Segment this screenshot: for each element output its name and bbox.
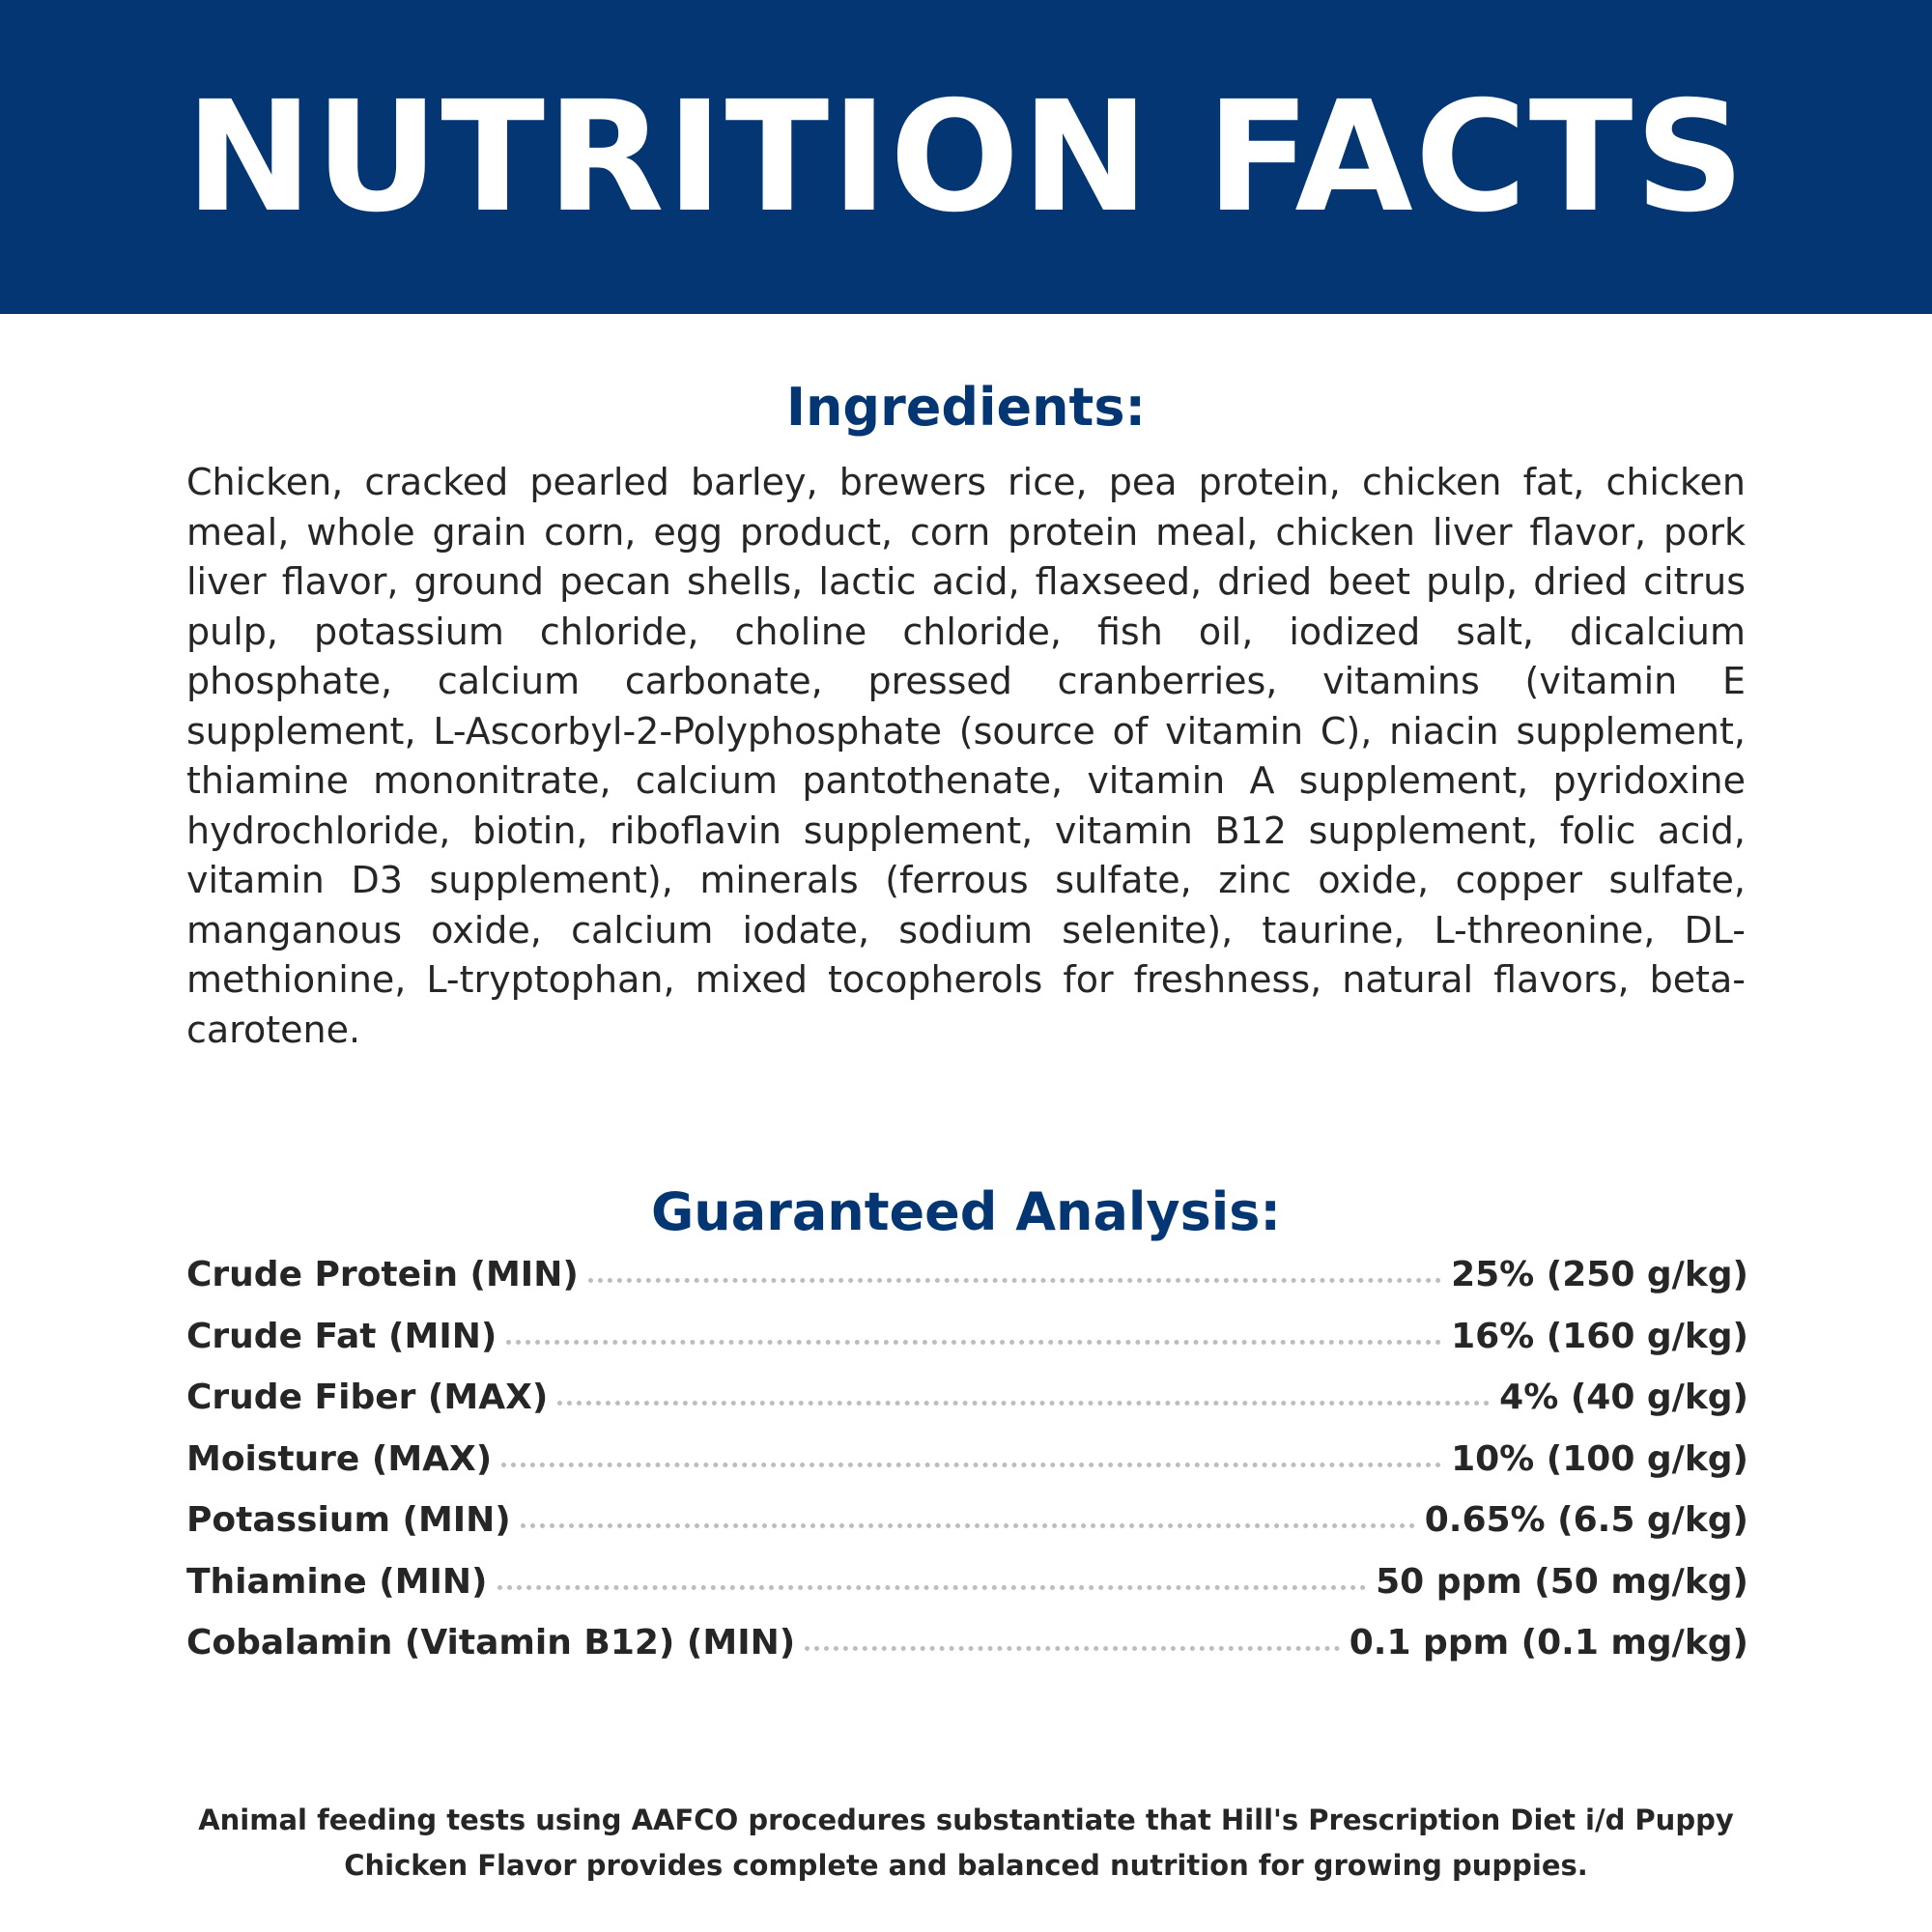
analysis-value: 25% (250 g/kg) xyxy=(1451,1255,1748,1294)
analysis-value: 10% (100 g/kg) xyxy=(1451,1438,1748,1479)
dot-leader xyxy=(497,1585,1367,1590)
guaranteed-analysis-list xyxy=(186,1255,1748,1685)
dot-leader xyxy=(588,1278,1441,1283)
analysis-label: Cobalamin (Vitamin B12) (MIN) xyxy=(186,1623,796,1662)
page-title: NUTRITION FACTS xyxy=(185,68,1747,246)
guaranteed-analysis-heading: Guaranteed Analysis: xyxy=(650,1181,1281,1242)
analysis-value: 16% (160 g/kg) xyxy=(1451,1316,1748,1356)
analysis-label: Crude Protein (MIN) xyxy=(186,1255,579,1294)
ingredients-heading: Ingredients: xyxy=(785,377,1147,438)
analysis-value: 0.65% (6.5 g/kg) xyxy=(1424,1500,1748,1540)
analysis-value: 50 ppm (50 mg/kg) xyxy=(1376,1561,1748,1602)
header-banner xyxy=(0,0,1932,314)
dot-leader xyxy=(521,1523,1415,1528)
analysis-label: Potassium (MIN) xyxy=(186,1500,511,1540)
analysis-label: Crude Fat (MIN) xyxy=(186,1316,497,1356)
aafco-statement xyxy=(145,1798,1787,1889)
dot-leader xyxy=(557,1401,1490,1406)
analysis-value: 4% (40 g/kg) xyxy=(1499,1378,1748,1417)
analysis-row-potassium xyxy=(186,1500,1748,1562)
ingredients-text: Chicken, cracked pearled barley, brewers rice, pea protein, chicken fat, chicken meal, whole grain corn, egg product, corn protein meal, chicken liver flavor, pork liver flavor, ground pecan shells, lactic acid, flaxseed, dried beet pulp, dried citrus pulp, potassium chloride, choline chloride, fish oil, iodized salt, dicalcium phosphate, calcium carbonate, pressed cranberries, vitamins (vitamin E supplement, L-Ascorbyl-2-Polyphosphate (source of vitamin C), niacin supplement, thiamine mononitrate, calcium pantothenate, vitamin A supplement, pyridoxine hydrochloride, biotin, riboflavin supplement, vitamin B12 supplement, folic acid, vitamin D3 supplement), minerals (ferrous sulfate, zinc oxide, copper sulfate, manganous oxide, calcium iodate, sodium selenite), taurine, L-threonine, DL-methionine, L-tryptophan, mixed tocopherols for freshness, natural flavors, beta-carotene. xyxy=(186,461,1746,1051)
aafco-statement-line-1: Animal feeding tests using AAFCO procedures substantiate that Hill's Prescription Diet i/d Puppy xyxy=(198,1804,1734,1836)
analysis-row-moisture xyxy=(186,1439,1748,1501)
dot-leader xyxy=(501,1463,1441,1467)
analysis-value: 0.1 ppm (0.1 mg/kg) xyxy=(1349,1623,1748,1662)
analysis-row-crude-protein xyxy=(186,1255,1748,1317)
analysis-label: Thiamine (MIN) xyxy=(186,1561,488,1602)
aafco-statement-line-2: Chicken Flavor provides complete and balanced nutrition for growing puppies. xyxy=(344,1849,1588,1882)
analysis-label: Crude Fiber (MAX) xyxy=(186,1378,549,1417)
dot-leader xyxy=(506,1340,1441,1345)
dot-leader xyxy=(805,1646,1340,1651)
analysis-row-thiamine xyxy=(186,1562,1748,1624)
analysis-label: Moisture (MAX) xyxy=(186,1438,493,1479)
analysis-row-crude-fat xyxy=(186,1317,1748,1378)
analysis-row-cobalamin xyxy=(186,1623,1748,1685)
analysis-row-crude-fiber xyxy=(186,1378,1748,1439)
